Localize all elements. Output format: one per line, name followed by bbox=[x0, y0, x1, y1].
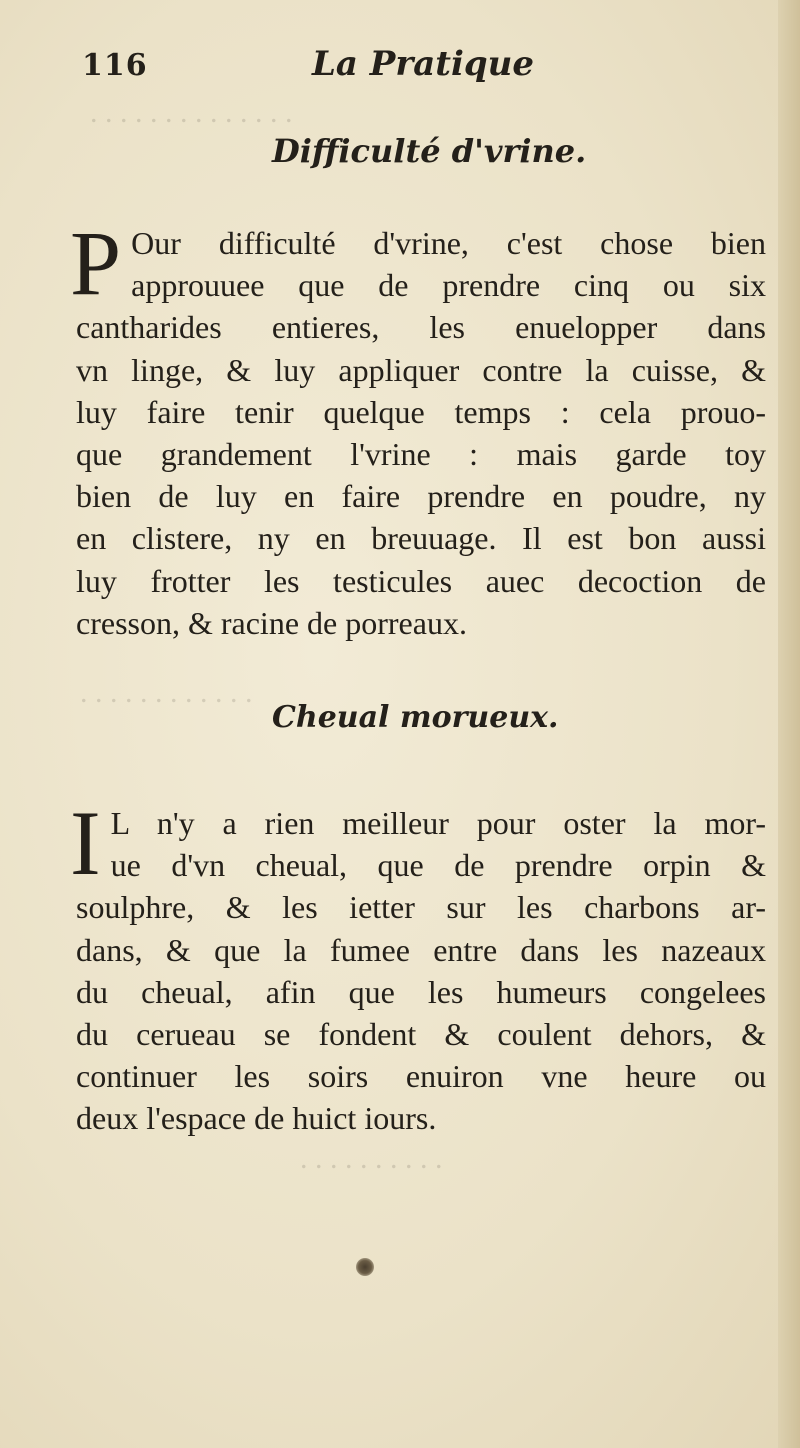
text-line: Our difficulté d'vrine, c'est chose bien bbox=[131, 225, 766, 261]
text-line: soulphre, & les ietter sur les charbons ar- bbox=[76, 889, 766, 926]
drop-cap: P bbox=[70, 212, 122, 314]
running-title: La Pratique bbox=[312, 44, 535, 84]
text-line: cantharides entieres, les enuelopper dans bbox=[76, 309, 766, 346]
section-paragraph bbox=[70, 212, 766, 644]
section-title: Difficulté d'vrine. bbox=[272, 132, 587, 170]
text-line: vn linge, & luy appliquer contre la cuisse, & bbox=[76, 351, 766, 388]
page-edge-shadow bbox=[778, 0, 800, 1448]
section-paragraph bbox=[70, 792, 766, 1140]
text-line: du cheual, afin que les humeurs congelees bbox=[76, 973, 766, 1010]
text-line: L n'y a rien meilleur pour oster la mor- bbox=[110, 805, 766, 841]
text-line: en clistere, ny en breuuage. Il est bon aussi bbox=[76, 520, 766, 557]
text-line: du cerueau se fondent & coulent dehors, & bbox=[76, 1015, 766, 1052]
section-title: Cheual morueux. bbox=[272, 700, 559, 735]
text-line: bien de luy en faire prendre en poudre, ny bbox=[76, 478, 766, 515]
bleed-through-text: . . . . . . . . . . . . bbox=[80, 676, 253, 709]
text-line: luy frotter les testicules auec decoction de bbox=[76, 562, 766, 599]
text-line: ue d'vn cheual, que de prendre orpin & bbox=[110, 847, 766, 884]
text-line: approuuee que de prendre cinq ou six bbox=[131, 267, 766, 304]
text-line: luy faire tenir quelque temps : cela prouo- bbox=[76, 393, 766, 430]
page-header bbox=[82, 44, 542, 88]
bleed-through-text: . . . . . . . . . . bbox=[300, 1142, 443, 1175]
text-line: cresson, & racine de porreaux. bbox=[76, 604, 467, 641]
bleed-through-text: . . . . . . . . . . . . . . bbox=[90, 96, 293, 129]
ink-blot bbox=[356, 1258, 374, 1276]
page-number: 116 bbox=[82, 48, 148, 83]
text-line: deux l'espace de huict iours. bbox=[76, 1100, 437, 1137]
text-line: dans, & que la fumee entre dans les nazeaux bbox=[76, 931, 766, 968]
drop-cap: I bbox=[70, 792, 101, 894]
text-line: que grandement l'vrine : mais garde toy bbox=[76, 435, 766, 472]
text-line: continuer les soirs enuiron vne heure ou bbox=[76, 1058, 766, 1095]
